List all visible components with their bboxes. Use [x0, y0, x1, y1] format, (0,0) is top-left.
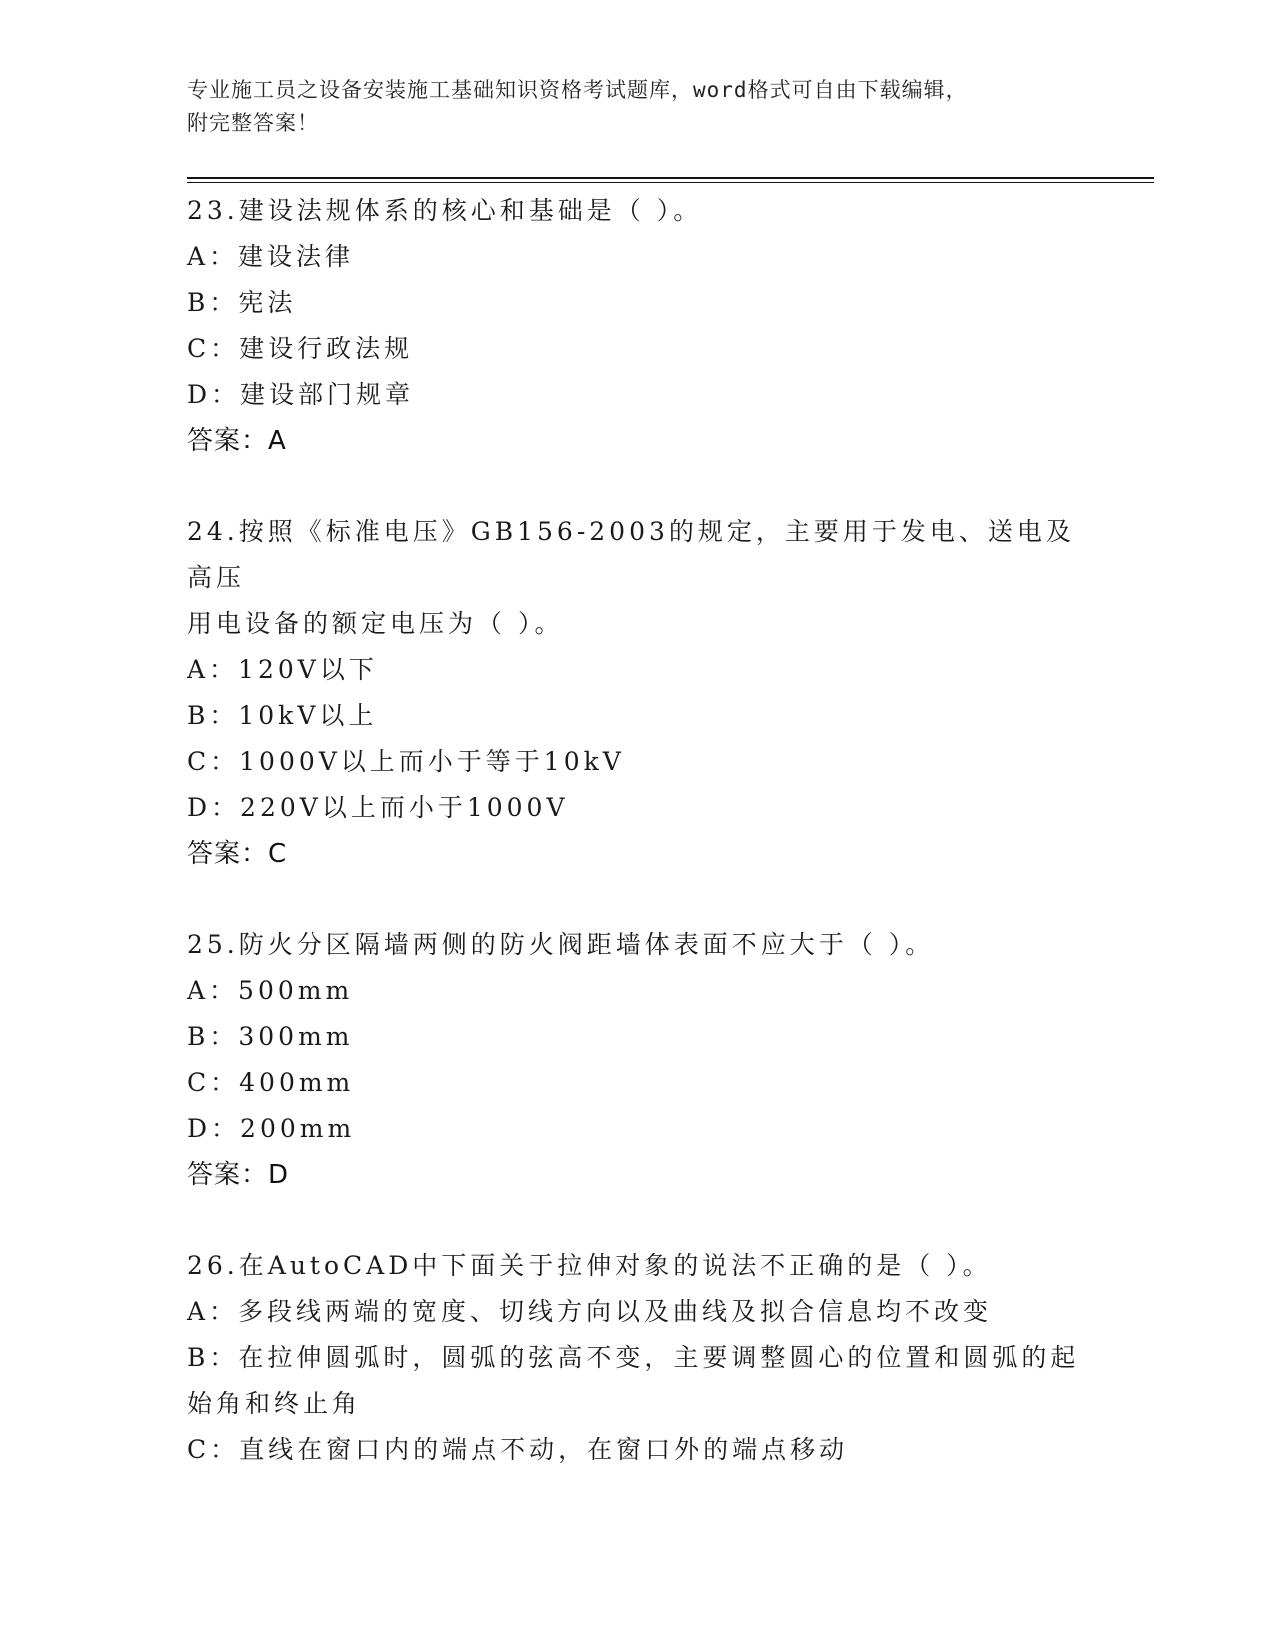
header-divider-thin [187, 182, 1154, 183]
option-a: A：建设法律 [187, 242, 355, 271]
document-header [187, 74, 1087, 140]
option-d: D：220V以上而小于1000V [187, 793, 569, 822]
option-c: C：1000V以上而小于等于10kV [187, 747, 625, 776]
question-24 [187, 509, 1087, 877]
question-stem-line-2: 用电设备的额定电压为（ ）。 [187, 609, 564, 638]
question-stem: 23.建设法规体系的核心和基础是（ ）。 [187, 196, 703, 225]
question-stem: 25.防火分区隔墙两侧的防火阀距墙体表面不应大于（ ）。 [187, 930, 935, 959]
option-c: C：建设行政法规 [187, 334, 414, 363]
option-d: D：200mm [187, 1114, 356, 1143]
option-a: A：500mm [187, 976, 354, 1005]
answer-line: 答案：C [187, 839, 288, 869]
option-a: A：120V以下 [187, 655, 378, 684]
question-23 [187, 188, 1087, 464]
option-b-continued: 始角和终止角 [187, 1389, 362, 1418]
answer-line: 答案：D [187, 1160, 290, 1190]
option-b: B：在拉伸圆弧时，圆弧的弦高不变，主要调整圆心的位置和圆弧的起 [187, 1343, 1080, 1372]
question-25 [187, 922, 1087, 1198]
header-line-1: 专业施工员之设备安装施工基础知识资格考试题库，word格式可自由下载编辑， [187, 78, 968, 102]
question-list [187, 188, 1087, 1473]
question-stem: 26.在AutoCAD中下面关于拉伸对象的说法不正确的是（ ）。 [187, 1251, 992, 1280]
answer-line: 答案：A [187, 426, 287, 456]
option-a: A：多段线两端的宽度、切线方向以及曲线及拟合信息均不改变 [187, 1297, 993, 1326]
option-d: D：建设部门规章 [187, 380, 415, 409]
question-stem-line-1: 24.按照《标准电压》GB156-2003的规定，主要用于发电、送电及高压 [187, 517, 1075, 592]
option-b: B：宪法 [187, 288, 297, 317]
header-line-2: 附完整答案！ [187, 111, 319, 135]
spacer [187, 1198, 1087, 1243]
option-b: B：10kV以上 [187, 701, 378, 730]
spacer [187, 464, 1087, 509]
header-divider-thick [187, 177, 1154, 179]
option-c: C：直线在窗口内的端点不动，在窗口外的端点移动 [187, 1435, 849, 1464]
spacer [187, 877, 1087, 922]
option-b: B：300mm [187, 1022, 354, 1051]
option-c: C：400mm [187, 1068, 355, 1097]
question-26 [187, 1243, 1087, 1473]
